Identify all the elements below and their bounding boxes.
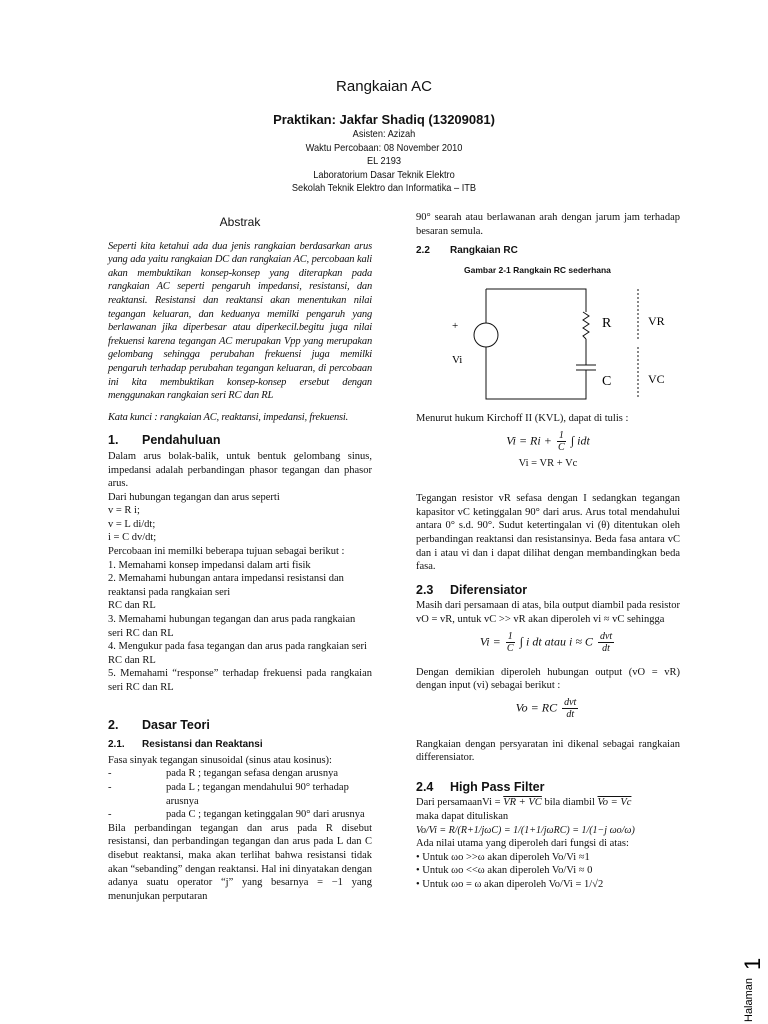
objective-2: 2. Memahami hubungan antara impedansi resistansi dan reaktansi pada rangkaian seri: [108, 573, 344, 598]
label-vr: VR: [648, 314, 665, 329]
keywords: Kata kunci : rangkaian AC, reaktansi, impedansi, frekuensi.: [108, 411, 349, 423]
rc-circuit-diagram: [416, 277, 680, 407]
s22-paragraph-2: Tegangan resistor vR sefasa dengan I sedangkan tegangan kapasitor vC ketinggalan 90° dari arus. Arus total mendahului antara 0° s.d. 90°. Sudut ketertingalan vi (θ) ditentukan oleh perbandingan reaktansi dan resistansinya. Beda fasa antara vC dan i atau vi dan i dapat dilihat dengan membandingkan beda fasa.: [416, 493, 680, 573]
s23-paragraph-2: Dengan demikian diperoleh hubungan output (vO = vR) dengan input (vi) sebagai berikut :: [416, 666, 680, 692]
differentiator-equation: Vi = $\frac{1}{C}$ ∫ i dt atau i ≈ C $\frac{\text{dvt}}{dt}$: [479, 630, 613, 654]
s23-paragraph-1: Masih dari persamaan di atas, bila output diambil pada resistor vO = vR, untuk vC >> vR akan diperoleh vi ≈ vC sehingga: [416, 600, 680, 625]
author-line: Praktikan: Jakfar Shadiq (13209081): [273, 112, 495, 127]
page-number: 1: [740, 957, 765, 970]
section-2-1-heading: 2.1. Resistansi dan Reaktansi: [108, 739, 263, 751]
s23-paragraph-3: Rangkaian dengan persyaratan ini dikenal sebagai rangkaian differensiator.: [416, 738, 680, 764]
bullet-1: • Untuk ωo >>ω akan diperoleh Vo/Vi ≈1: [416, 851, 590, 863]
lab-line: Laboratorium Dasar Teknik Elektro: [313, 168, 455, 181]
objective-4: 4. Mengukur pada fasa tegangan dan arus pada rangkaian seri RC dan RL: [108, 641, 367, 666]
transfer-function: Vo/Vi = R/(R+1/jωC) = 1/(1+1/jωRC) = 1/(1−j ωo/ω): [416, 824, 635, 836]
label-vi: Vi: [452, 354, 463, 367]
s21-paragraph-2: Bila perbandingan tegangan dan arus pada R disebut resistansi, dan perbandingan tegangan dan arus pada L dan C disebut reaktansi, maka akan terlihat bahwa resistansi tidak akan “sebanding” dengan reaktansi. Hal ini dinyatakan dengan adanya suatu operator “j” yang besarnya = −1 yang menunjukan perputaran: [108, 822, 372, 902]
abstract-body: Seperti kita ketahui ada dua jenis rangkaian berdasarkan arus yang ada yaitu rangkaian DC dan rangkaian AC, percobaan kali akan membuktikan konsep-konsep yang diterapkan pada rangkaian AC seperti pengaruh impedansi, resistansi, dan reaktansi. Resistansi dan reaktansi akan menentukan nilai tegangan keluaran, dan keduanya memilki pengaruh yang berlawanan jika diperbesar atau diperkecil.begitu juga nilai frekuensi karena tegangan AC merupakan Vpp yang merupakan gelombang sehingga perubahan frekuensi juga memilki pengaruh terhadap perubahan tegangan keluaran, di percobaan ini kita membuktikan konsep-konsep ersebut dengan menggunakan rangkaian seri RC dan RL: [108, 240, 372, 402]
s21-paragraph-1: Fasa sinyak tegangan sinusoidal (sinus atau kosinus):: [108, 754, 332, 766]
paper-title: Rangkaian AC: [336, 78, 432, 95]
section-2-3-heading: 2.3 Diferensiator: [416, 582, 528, 597]
formula-resistor: v = R i;: [108, 505, 140, 517]
formula-inductor: v = L di/dt;: [108, 518, 156, 530]
abstract-heading: Abstrak: [219, 215, 261, 229]
date-line: Waktu Percobaan: 08 November 2010: [305, 141, 463, 154]
label-vc: VC: [648, 372, 665, 387]
label-c: C: [602, 374, 612, 390]
section-2-heading: 2. Dasar Teori: [108, 717, 210, 732]
course-line: EL 2193: [366, 155, 402, 167]
header-meta: [0, 128, 768, 196]
objective-2b: RC dan RL: [108, 600, 156, 612]
page-footer: [730, 940, 768, 1024]
objective-5: 5. Memahami “response” terhadap frekuensi pada rangkaian seri RC dan RL: [108, 668, 372, 693]
s24-paragraph-3: Ada nilai utama yang diperoleh dari fungsi di atas:: [416, 838, 629, 850]
halaman-label: Halaman: [743, 977, 755, 1022]
formula-capacitor: i = C dv/dt;: [108, 532, 157, 544]
label-plus: +: [452, 320, 459, 333]
left-column: [108, 216, 372, 903]
s1-paragraph-3: Percobaan ini memilki beberapa tujuan sebagai berikut :: [108, 546, 345, 558]
section-2-4-heading: 2.4 High Pass Filter: [416, 779, 545, 794]
phase-r: - pada R ; tegangan sefasa dengan arusnya: [108, 768, 339, 780]
right-column: [416, 211, 680, 892]
section-1-heading: 1. Pendahuluan: [108, 433, 221, 448]
school-line: Sekolah Teknik Elektro dan Informatika – ITB: [291, 182, 477, 194]
assistant-line: Asisten: Azizah: [352, 128, 416, 140]
section-2-2-heading: 2.2 Rangkaian RC: [416, 245, 518, 257]
phase-l: - pada L ; tegangan mendahului 90° terhadap arusnya: [108, 781, 349, 807]
s21-paragraph-2-cont: 90° searah atau berlawanan arah dengan jarum jam terhadap besaran semula.: [416, 212, 680, 237]
phase-c: - pada C ; tegangan ketinggalan 90° dari arusnya: [108, 809, 365, 821]
s24-paragraph-2: maka dapat dituliskan: [416, 811, 509, 823]
kvl-sum: Vi = VR + Vc: [518, 457, 578, 469]
figure-caption: Gambar 2-1 Rangkain RC sederhana: [464, 264, 611, 275]
bullet-2: • Untuk ωo <<ω akan diperoleh Vo/Vi ≈ 0: [416, 865, 593, 877]
s24-paragraph-1: Dari persamaanVi = VR + VC bila diambil Vo = Vc: [416, 797, 632, 809]
output-equation: Vo = RC $\frac{\text{dvt}}{dt}$: [515, 696, 577, 720]
label-r: R: [602, 316, 612, 332]
objective-1: 1. Memahami konsep impedansi dalam arti fisik: [108, 559, 311, 571]
kvl-equation: Vi = Ri + $\frac{1}{C}$ ∫ idt: [506, 429, 590, 453]
s22-paragraph-1: Menurut hukum Kirchoff II (KVL), dapat di tulis :: [416, 412, 629, 424]
s1-paragraph-1: Dalam arus bolak-balik, untuk bentuk gelombang sinus, impedansi adalah perbandingan phasor tegangan dan phasor arus.: [108, 450, 372, 490]
objective-3: 3. Memahami hubungan tegangan dan arus pada rangkaian seri RC dan RL: [108, 614, 356, 639]
bullet-3: • Untuk ωo = ω akan diperoleh Vo/Vi = 1/√2: [416, 879, 604, 891]
s1-paragraph-2: Dari hubungan tegangan dan arus seperti: [108, 491, 280, 503]
